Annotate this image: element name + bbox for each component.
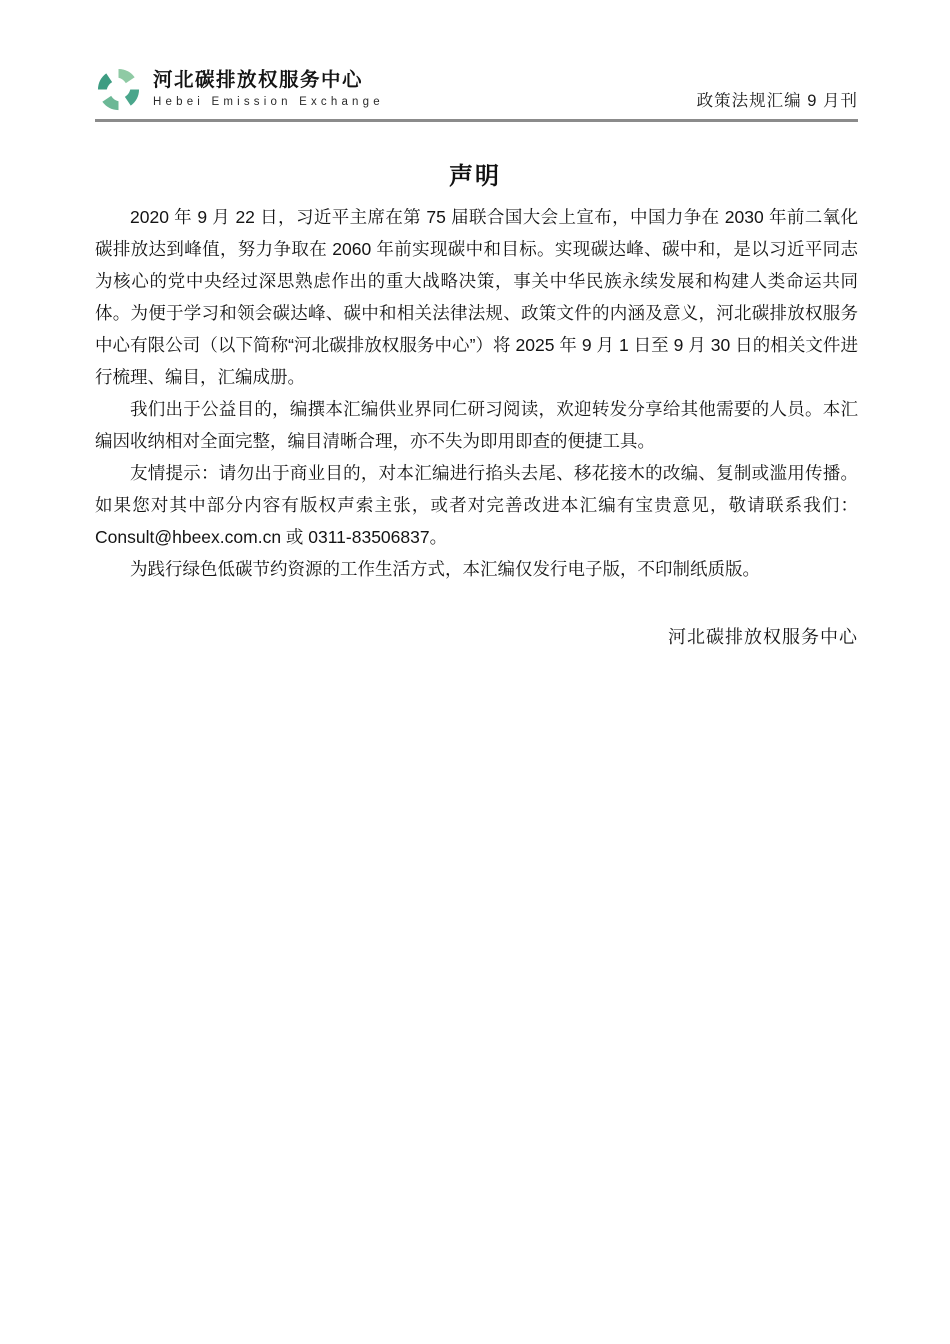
org-logo-text (153, 69, 384, 109)
paragraph-eco-note: 为践行绿色低碳节约资源的工作生活方式，本汇编仅发行电子版，不印制纸质版。 (130, 559, 760, 579)
org-name-en: Hebei Emission Exchange (153, 95, 384, 108)
issue-label: 政策法规汇编 9 月刊 (696, 92, 858, 110)
page-header (95, 66, 858, 122)
paragraph-announcement: 2020 年 9 月 22 日，习近平主席在第 75 届联合国大会上宣布，中国力争在 2030 年前二氧化碳排放达到峰值，努力争取在 2060 年前实现碳中和目标。实现碳达峰、碳中和，是以习近平同志为核心的党中央经过深思熟虑作出的重大战略决策，事关中华民族永续发展和构建人类命运共同体。为便于学习和领会碳达峰、碳中和相关法律法规、政策文件的内涵及意义，河北碳排放权服务中心有限公司（以下简称“河北碳排放权服务中心”）将 2025 年 9 月 1 日至 9 月 30 日的相关文件进行梳理、编目，汇编成册。 (95, 207, 858, 387)
org-name-cn: 河北碳排放权服务中心 (153, 69, 364, 92)
pinwheel-leaf-logo-icon (95, 66, 142, 113)
page-title: 声明 (449, 163, 501, 190)
org-logo (95, 66, 384, 113)
document-body (95, 201, 858, 585)
paragraph-notice: 友情提示：请勿出于商业目的，对本汇编进行掐头去尾、移花接木的改编、复制或滥用传播。如果您对其中部分内容有版权声索主张，或者对完善改进本汇编有宝贵意见，敬请联系我们：Consult@hbeex.com.cn 或 0311-83506837。 (95, 463, 858, 547)
signature: 河北碳排放权服务中心 (668, 627, 858, 647)
paragraph-purpose: 我们出于公益目的，编撰本汇编供业界同仁研习阅读，欢迎转发分享给其他需要的人员。本汇编因收纳相对全面完整，编目清晰合理，亦不失为即用即查的便捷工具。 (95, 399, 858, 451)
